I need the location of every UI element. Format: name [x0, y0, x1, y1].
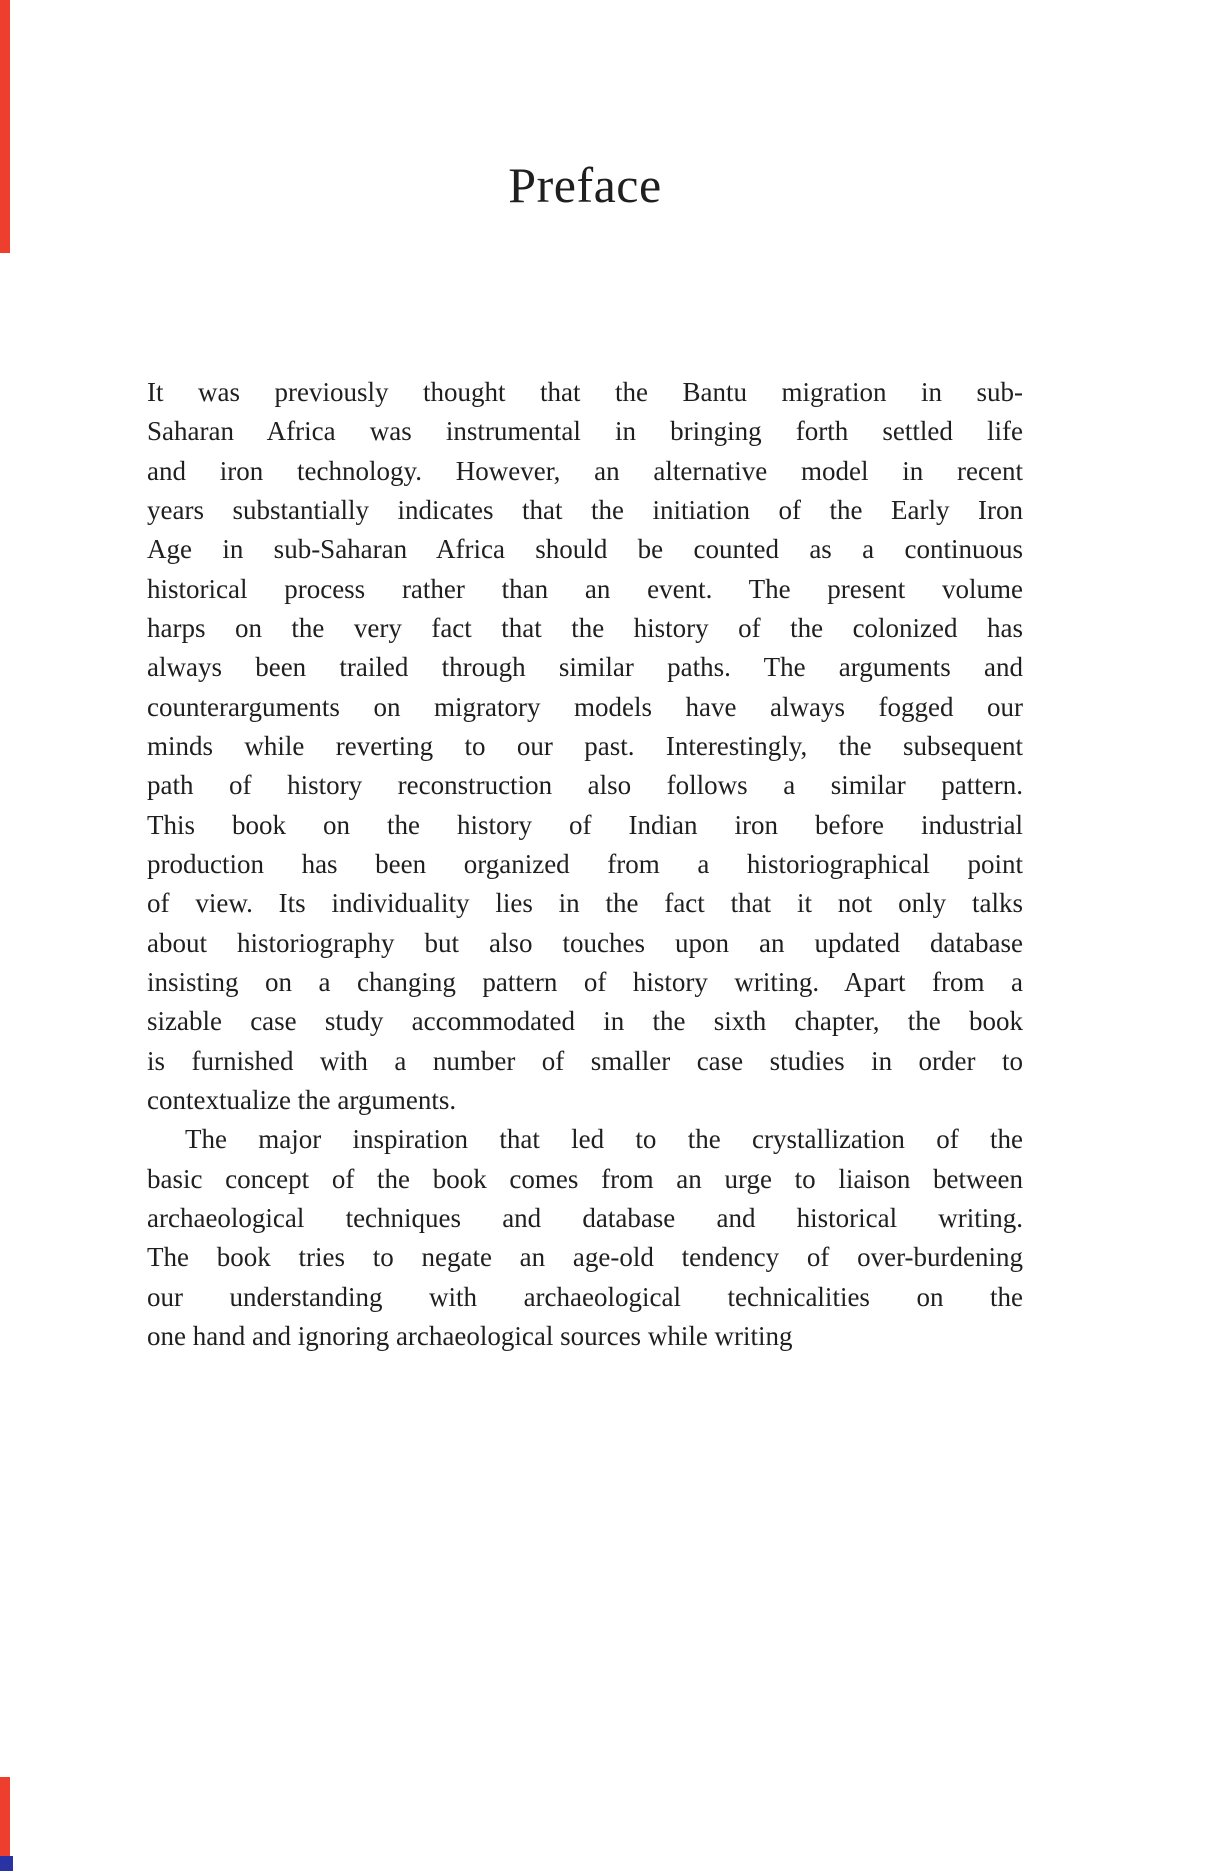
- text-line: counterarguments on migratory models have always fogged our: [147, 691, 1023, 722]
- text-line: It was previously thought that the Bantu migration in sub-: [147, 377, 1023, 407]
- text-line: and iron technology. However, an alternative model in recent: [147, 455, 1023, 486]
- page-edge-mark-bottom-red: [0, 1777, 10, 1856]
- text-line: about historiography but also touches upon an updated database: [147, 927, 1023, 958]
- page-edge-mark-bottom-blue: [0, 1856, 13, 1871]
- page-edge-mark-top-red: [0, 0, 10, 253]
- text-line: archaeological techniques and database and historical writing.: [147, 1202, 1023, 1233]
- text-line: The major inspiration that led to the crystallization of the: [185, 1124, 1023, 1155]
- text-line: This book on the history of Indian iron before industrial: [147, 809, 1023, 840]
- text-line: production has been organized from a historiographical point: [147, 848, 1023, 879]
- paragraph: [147, 373, 1023, 1120]
- text-line: insisting on a changing pattern of history writing. Apart from a: [147, 966, 1023, 997]
- text-line: basic concept of the book comes from an urge to liaison between: [147, 1163, 1023, 1194]
- text-line: contextualize the arguments.: [147, 1084, 457, 1115]
- text-line: Saharan Africa was instrumental in bringing forth settled life: [147, 416, 1023, 447]
- text-line: path of history reconstruction also follows a similar pattern.: [147, 770, 1023, 801]
- page-title: Preface: [508, 157, 662, 213]
- text-line: is furnished with a number of smaller case studies in order to: [147, 1045, 1023, 1076]
- text-line: The book tries to negate an age-old tendency of over-burdening: [147, 1242, 1023, 1273]
- preface-text: [147, 373, 1023, 1356]
- text-line: Age in sub-Saharan Africa should be counted as a continuous: [147, 534, 1023, 565]
- text-line: historical process rather than an event. The present volume: [147, 573, 1023, 604]
- text-line: minds while reverting to our past. Interestingly, the subsequent: [147, 730, 1023, 761]
- text-line: harps on the very fact that the history of the colonized has: [147, 612, 1023, 643]
- text-line: of view. Its individuality lies in the fact that it not only talks: [147, 888, 1023, 919]
- text-line: years substantially indicates that the initiation of the Early Iron: [147, 494, 1023, 525]
- text-line: our understanding with archaeological technicalities on the: [147, 1281, 1023, 1312]
- text-line: always been trailed through similar paths. The arguments and: [147, 652, 1023, 683]
- text-line: sizable case study accommodated in the sixth chapter, the book: [147, 1006, 1023, 1037]
- paragraph: [147, 1120, 1023, 1356]
- text-line: one hand and ignoring archaeological sources while writing: [147, 1320, 793, 1351]
